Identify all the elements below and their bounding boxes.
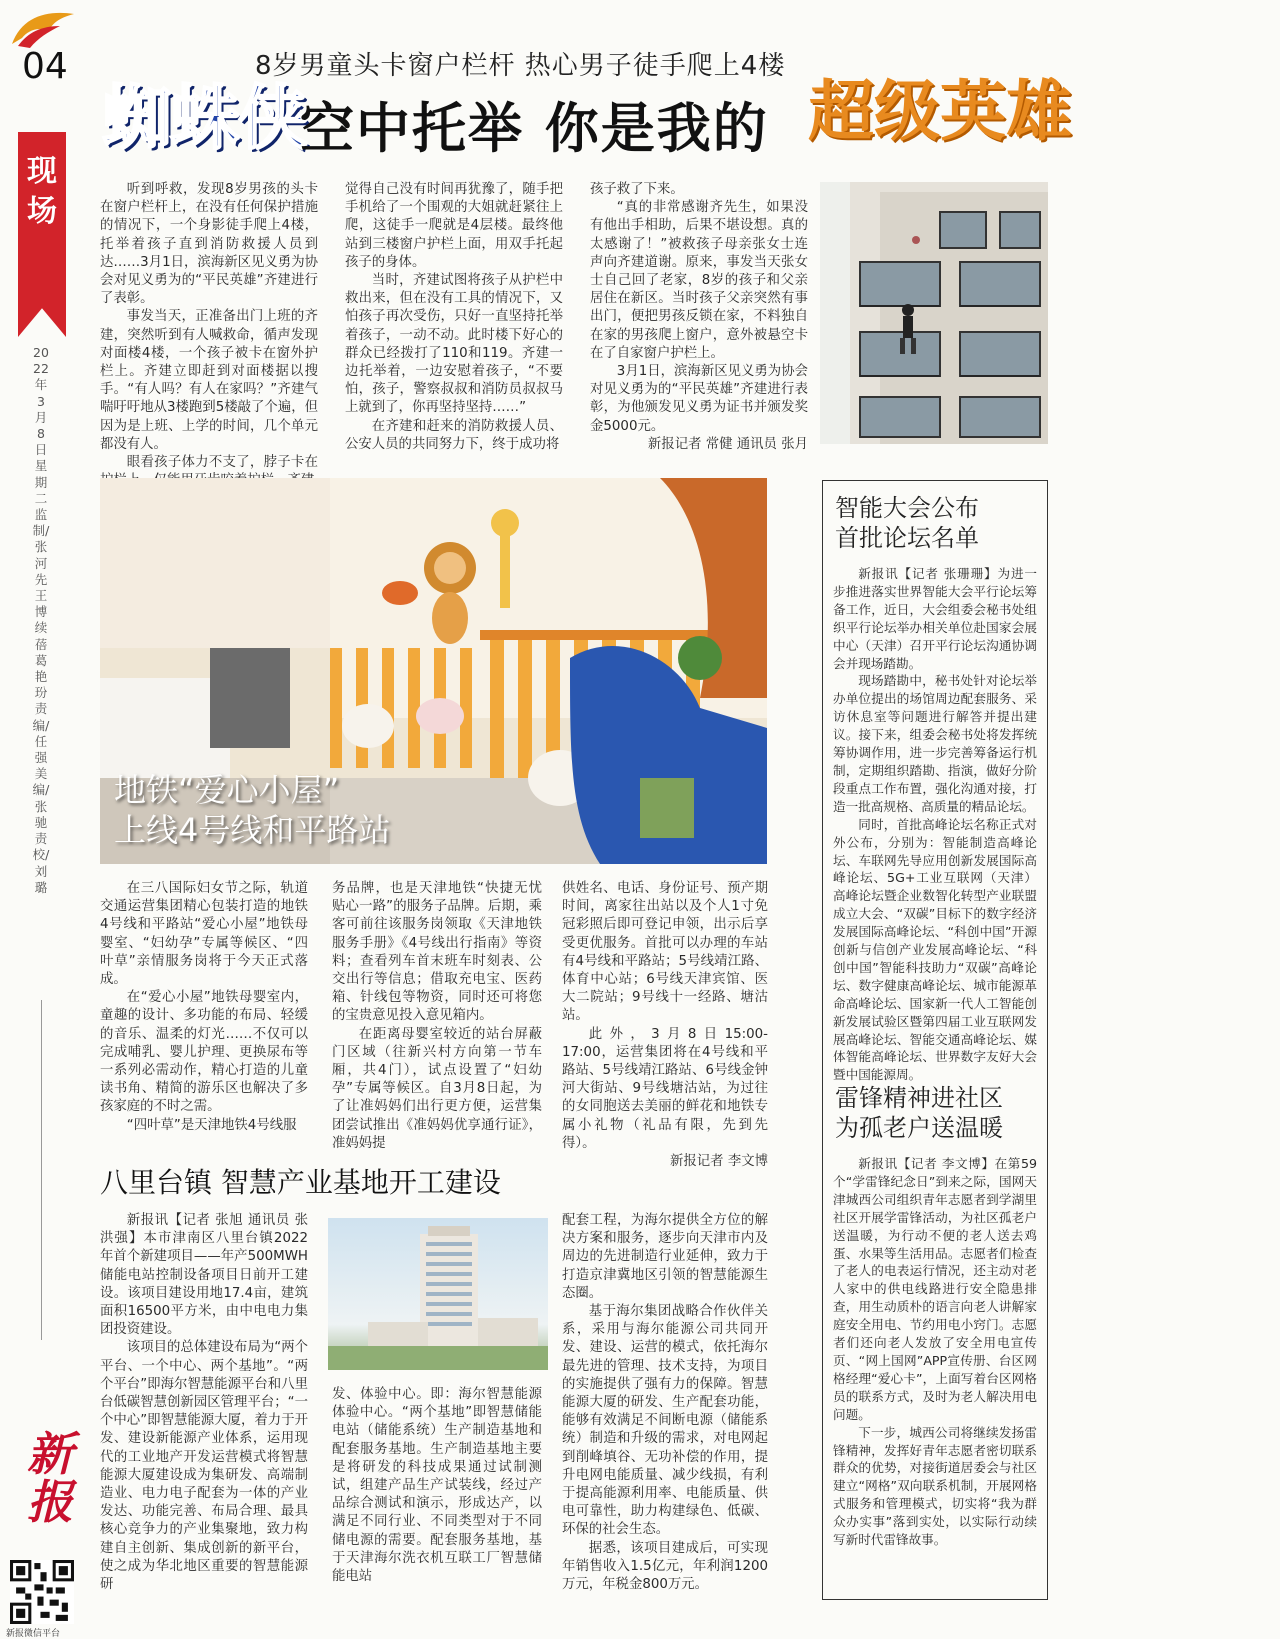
masthead-logo: 新报 bbox=[27, 1427, 73, 1529]
story3-title: 八里台镇 智慧产业基地开工建设 bbox=[100, 1166, 501, 1199]
story3-column-1: 新报讯【记者 张旭 通讯员 张洪强】本市津南区八里台镇2022年首个新建项目——年产500MWH储能电站控制设备项目日前开工建设。该项目建设用地17.4亩，建筑面积16500平方米，由中电电力集团投资建设。 该项目的总体建设布局为“两个平台、一个中心、两个基地”。“两个平台”即海尔智慧能源平台和八里台低碳智慧创新园区管理平台；“一个中心”即智慧能源大厦，着力于开发、建设新能源产业体系，运用现代的工业地产开发运营模式将智慧能源大厦建设成为集研发、高端制造业、电力电子配套为一体的产业发达、功能完善、布局合理、最具核心竞争力的产业集聚地，致力构建自主创新、集成创新的新平台，使之成为华北地区重要的智慧能源研 bbox=[100, 1213, 308, 1593]
story2-byline: 新报记者 李文博 bbox=[670, 1154, 768, 1170]
story1-column-3: 孩子救了下来。 “真的非常感谢齐先生，如果没有他出手相助，后果不堪设想。真的太感谢了！”被救孩子母亲张女士连声向齐建道谢。原来，事发当天张女士自己回了老家，8岁的孩子和父亲居住在新区。当时孩子父亲突然有事出门，便把男孩反锁在家，不料独自在家的男孩爬上窗户，意外被悬空卡在了自家窗户护栏上。 3月1日，滨海新区见义勇为协会对见义勇为的“平民英雄”齐建进行表彰，为他颁发见义勇为证书并颁发奖金5000元。 新报记者 常健 通讯员 张月 bbox=[590, 181, 808, 454]
headline-part-spiderman: 蜘蛛侠 bbox=[102, 77, 306, 159]
story1-column-2: 觉得自己没有时间再犹豫了，随手把手机给了一个围观的大姐就赶紧往上爬，这徒手一爬就是4层楼。最终他站到三楼窗户护栏上面，用双手托起孩子的身体。 当时，齐建试图将孩子从护栏中救出来，但在没有工具的情况下，又怕孩子再次受伤，只好一直坚持托举着孩子，一动不动。此时楼下好心的群众已经拨打了110和119。齐建一边托举着，一边安慰着孩子，“不要怕，孩子，警察叔叔和消防员叔叔马上就到了，你再坚持坚持……” 在齐建和赶来的消防救援人员、公安人员的共同努力下，终于成功将 bbox=[345, 182, 563, 452]
sidebar-article2-title: 雷锋精神进社区 为孤老户送温暖 bbox=[835, 1084, 1003, 1142]
tower-rendering-photo bbox=[328, 1218, 548, 1370]
story1-byline: 新报记者 常健 通讯员 张月 bbox=[647, 436, 808, 452]
sidebar-article1-body: 新报讯【记者 张珊珊】为进一步推进落实世界智能大会平行论坛筹备工作，近日，大会组委会秘书处组织平行论坛举办相关单位赴国家会展中心（天津）召开平行论坛沟通协调会并现场踏勘。 现场踏勘中，秘书处针对论坛举办单位提出的场馆周边配套服务、采访休息室等问题进行解答并提出建议。接下来，组委会秘书处将发挥统筹协调作用，进一步完善筹备运行机制，定期组织踏勘、指演，做好分阶段重点工作布置，强化沟通对接，打造一批高规格、高质量的精品论坛。 同时，首批高峰论坛名称正式对外公布，分别为：智能制造高峰论坛、车联网先导应用创新发展国际高峰论坛、5G+工业互联网（天津）高峰论坛暨企业数智化转型产业联盟成立大会、“双碳”目标下的数字经济发展国际高峰论坛、“科创中国”开源创新与信创产业发展高峰论坛、“科创中国”智能科技助力“双碳”高峰论坛、数字健康高峰论坛、城市能源革命高峰论坛、国家新一代人工智能创新发展试验区暨第四届工业互联网发展高峰论坛、智能交通高峰论坛、媒体智能高峰论坛、世界数字友好大会暨中国能源周。 bbox=[833, 566, 1037, 1083]
story2-column-1: 在三八国际妇女节之际，轨道交通运营集团精心包装打造的地铁4号线和平路站“爱心小屋”地铁母婴室、“妇幼孕”专属等候区、“四叶草”亲情服务岗将于今天正式落成。 在“爱心小屋”地铁母婴室内，童趣的设计、多功能的布局、轻缓的音乐、温柔的灯光……不仅可以完成哺乳、婴儿护理、更换尿布等一系列必需动作，精心打造的儿童读书角、精简的游乐区也解决了多孩家庭的不时之需。 “四叶草”是天津地铁4号线服 bbox=[100, 881, 308, 1133]
story3-column-2: 发、体验中心。即：海尔智慧能源体验中心。“两个基地”即智慧储能电站（储能系统）生产制造基地和配套服务基地。生产制造基地主要是将研发的科技成果通过试制测试，组建产品生产试装线，经过产品综合测试和演示，形成达产，以满足不同行业、不同类型对于不同储电源的需要。配套服务基地，基于天津海尔洗衣机互联工厂智慧储能电站 bbox=[332, 1387, 542, 1585]
headline-subtitle: 8岁男童头卡窗户栏杆 热心男子徒手爬上4楼 bbox=[255, 51, 786, 81]
qr-caption: 新报微信平台 bbox=[6, 1629, 61, 1639]
qr-code-icon[interactable] bbox=[10, 1560, 74, 1624]
story2-column-3: 供姓名、电话、身份证号、预产期时间，离家往出站以及个人1寸免冠彩照后即可登记申领，出示后享受更优服务。首批可以办理的车站有4号线和平路站；5号线靖江路、体育中心站；6号线天津宾馆、医大二院站；9号线十一经路、塘沽站。 此外，3月8日15:00-17:00，运营集团将在4号线和平路站、5号线靖江路站、6号线金钟河大街站、9号线塘沽站，为过往的女同胞送去美丽的鲜花和地铁专属小礼物（礼品有限，先到先得）。 新报记者 李文博 bbox=[562, 880, 768, 1171]
story3-column-3: 配套工程，为海尔提供全方位的解决方案和服务，逐步向天津市内及周边的先进制造行业延伸，致力于打造京津冀地区引领的智慧能源生态圈。 基于海尔集团战略合作伙伴关系，采用与海尔能源公司共同开发、建设、运营的模式，依托海尔最先进的管理、技术支持，为项目的实施提供了强有力的保障。智慧能源大厦的研发、生产配套功能，能够有效满足不间断电源（储能系统）制造和升级的需求，对电网起到削峰填谷、无功补偿的作用，提升电网电能质量、减少线损，有利于提高能源利用率、电能质量、供电可靠性，助力构建绿色、低碳、环保的社会生态。 据悉，该项目建成后，可实现年销售收入1.5亿元，年利润1200万元，年税金800万元。 bbox=[562, 1213, 768, 1593]
headline-part-hero: 超级英雄 bbox=[808, 73, 1072, 150]
sidebar-article2-body: 新报讯【记者 李文博】在第59个“学雷锋纪念日”到来之际，国网天津城西公司组织青年志愿者到学湖里社区开展学雷锋活动，为社区孤老户送温暖，为行动不便的老人送去鸡蛋、水果等生活用品。志愿者们检查了老人的电表运行情况，还主动对老人家中的供电线路进行安全隐患排查，用生动质朴的语言向老人讲解家庭安全用电、节约用电小窍门。志愿者们还向老人发放了安全用电宣传页、“网上国网”APP宣传册、台区网格经理“爱心卡”，上面写着台区网格员的联系方式，及时为老人解决用电问题。 下一步，城西公司将继续发扬雷锋精神，发挥好青年志愿者密切联系群众的优势，对接街道居委会与社区建立“网格”双向联系机制，开展网格式服务和管理模式，切实将“我为群众办实事”落到实处，以实际行动续写新时代雷锋故事。 bbox=[833, 1156, 1037, 1548]
date-editor-line: 2022年3月8日 星期二 监制/张河先 王博 续蓓 葛艳玢 责编/任强 美编/张驰 责校/刘璐 bbox=[32, 345, 50, 895]
headline-part-main: 空中托举 你是我的 bbox=[300, 97, 769, 160]
nursery-overlay-title: 地铁“爱心小屋” 上线4号线和平路站 bbox=[114, 771, 391, 849]
section-label: 现场 bbox=[27, 154, 57, 229]
nursery-room-photo bbox=[100, 478, 767, 864]
story1-column-1: 听到呼救，发现8岁男孩的头卡在窗户栏杆上，在没有任何保护措施的情况下，一个身影徒手爬上4楼，托举着孩子直到消防救援人员到达……3月1日，滨海新区见义勇为协会对见义勇为的“平民英雄”齐建进行了表彰。 事发当天，正准备出门上班的齐建，突然听到有人喊救命，循声发现对面楼4楼，一个孩子被卡在窗外护栏上。齐建立即赶到对面楼据以搜手。“有人吗？有人在家吗？”齐建气喘吁吁地从3楼跑到5楼敲了个遍，但因为是上班、上学的时间，几个单元都没有人。 眼看孩子体力不支了，脖子卡在 bbox=[100, 182, 318, 471]
sidebar-article1-title: 智能大会公布 首批论坛名单 bbox=[835, 494, 979, 552]
story2-column-2: 务品牌，也是天津地铁“快捷无忧 贴心一路”的服务子品牌。后期，乘客可前往该服务岗领取《天津地铁服务手册》《4号线出行指南》等资料；查看列车首末班车时刻表、公交出行等信息；借取充电宝、医药箱、针线包等物资，同时还可将您的宝贵意见投入意见箱内。 在距离母婴室较近的站台屏蔽门区域（往新兴村方向第一节车厢，共4门），试点设置了“妇幼孕”专属等候区。自3月8日起，为了让准妈妈们出行更方便，运营集团尝试推出《准妈妈优享通行证》，准妈妈提 bbox=[332, 881, 542, 1151]
divider bbox=[41, 1000, 42, 1340]
page-logo-icon bbox=[8, 6, 78, 50]
sidebar-box bbox=[822, 480, 1048, 1600]
building-rescue-photo bbox=[820, 182, 1048, 444]
page-number: 04 bbox=[22, 46, 68, 87]
